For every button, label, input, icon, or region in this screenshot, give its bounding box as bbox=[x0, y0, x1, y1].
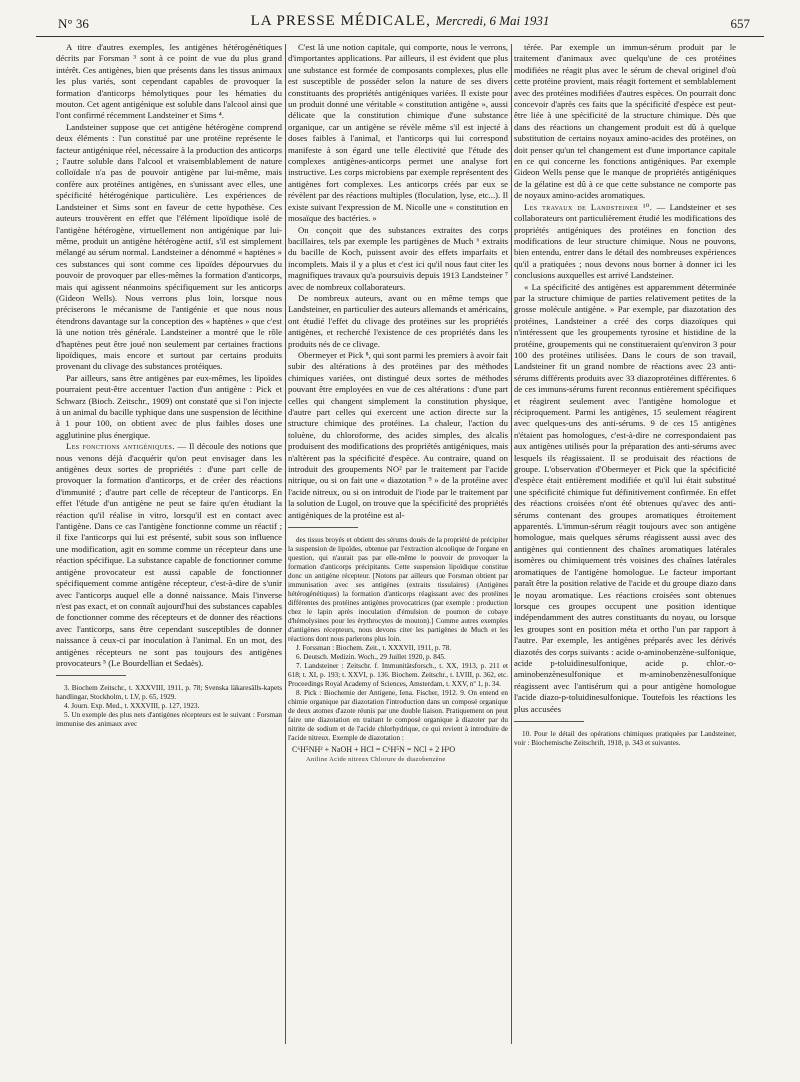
paragraph: Obermeyer et Pick ⁸, qui sont parmi les premiers à avoir fait subir des altérations à des protéines par des méthodes chimiques variées, ont distingué deux sortes de méthodes pouvant être employées en vue de ces altérations : d'une part celles qui changent simplement la constitution physique, d'autre part celles qui exercent une action directe sur la structure chimique des protéines. La chaleur, l'action du toluène, du chloroforme, des acides simples, des alcalis produisent des modifications des propriétés antigéniques, mais n'altèrent pas la spécificité d'espèce. Au contraire, quand on introduit des groupements NO² par le traitement par l'acide nitrique, ou si on fait une « diazotation ⁹ » de la protéine avec l'acide nitreux, ou si on introduit de l'iode par le traitement par la solution de Lugol, on trouve que la spécificité des propriétés antigéniques de la protéine est al- bbox=[288, 349, 508, 520]
section-paragraph: Les travaux de Landsteiner ¹⁰. — Landsteiner et ses collaborateurs ont particulièrement étudié les modifications des propriétés antigéniques des protéines en fonction des modifications de leur structure chimique. Nous ne pouvons, bien entendu, entrer dans le détail des nombreuses expériences qu'il a pratiquées ; nous devons nous borner à donner ici les conclusions auxquelles est arrivé Landsteiner. bbox=[514, 201, 737, 281]
paragraph: « La spécificité des antigènes est apparemment déterminée par la structure chimique de parties relativement petites de la grosse molécule antigène. » Par exemple, par diazotation des protéines, Landsteiner a créé des corps diazoïques qui n'intéressent que les groupements tyrosine et histidine de la protéine, groupements qui ne constitueraient qu'environ 3 pour 100 des protéines utilisées. Dans le cours de son travail, Landsteiner fit un grand nombre de réactions avec 23 anti-sérums différents produits avec 33 diazoprotéines différentes. 6 de ces immuns-sérums furent reconnus entièrement spécifiques et réagirent seulement avec l'antigène homologue et réciproquement. Parmi les antigènes, 15 seulement réagirent avec quelques-uns des anti-sérums. 9 de ces 15 antigènes n'étaient pas homologues, c'est-à-dire ne correspondaient pas aux antigènes utilisés pour la préparation des anti-sérums avec lesquels ils réagissaient. Il se produisait des réactions de groupe. L'observation d'Obermeyer et Pick que la spécificité d'espèce était entièrement modifiée et qu'il lui était substitué une spécificité chimique fut définitivement confirmée. En effet des réactions croisées n'ont été obtenues qu'avec des anti-sérums contenant des groupes aromatiques étroitement apparentés. L'immun-sérum réagit toujours avec son antigène homologue, mais quelques sérums réagissent aussi avec des antigènes qui contiennent des chaînes aromatiques latérales isomères ou chimiquement très voisines des chaînes latérales aromatiques de l'antigène homologue. Le facteur important paraît être la position relative de l'acide et du groupe diazo dans le noyau aromatique. Les réactions croisées sont obtenues lorsque ces groupes occupent une position identique indépendamment des autres constituants du noyau, ou lorsque les groupes sont en position méta et ortho l'un par rapport à l'autre. Par exemple, les antigènes préparés avec les dérivés diazotés des corps suivants : acide o-aminobenzène-sulfonique, acide p-toluidinesulfonique, acide p. chlor.-o-aminobenzènesulfonique et m-aminobenzènesulfonique réagissent avec l'antisérum qui a pour antigène homologue l'acide diazo-p-toluidinesulfonique. Toutefois les réactions les plus accusées bbox=[514, 281, 736, 714]
paragraph: A titre d'autres exemples, les antigènes hétérogénétiques décrits par Forsman ³ sont à ce point de vue du plus grand intérêt. Ces antigènes, bien que présents dans les tissus animaux les plus variés, sont cependant capables de provoquer la formation d'anticorps hémolytiques pour les hématies du mouton. Cet agent antigénique est soluble dans l'alcool ainsi que l'ont confirmé récemment Landsteiner et Sims ⁴. bbox=[56, 42, 282, 121]
column-left bbox=[56, 42, 282, 729]
footnote: 7. Landsteiner : Zeitschr. f. Immunitätsforsch., t. XX, 1913, p. 211 et 618; t. XI, p. 193; t. XXVI, p. 136. Biochem. Zeitschr., t. LVIII, p. 362, etc. Proceedings Royal Academy of Sciences, Amsterdam, t. XXV, nº 1, p. 34. bbox=[288, 662, 508, 689]
running-header bbox=[36, 10, 764, 37]
footnotes bbox=[288, 536, 508, 765]
footnote-rule bbox=[514, 721, 584, 722]
section-heading: Les fonctions antigéniques. bbox=[66, 441, 175, 452]
chemical-equation: C⁶H⁵NH² + NaOH + HCl = C⁶H⁵N = NCl + 2 H²O Aniline Acide nitreux Chlorure de diazobenzène bbox=[292, 745, 456, 764]
section-paragraph: Les fonctions antigéniques. — Il découle des notions que nous venons déjà d'acquérir qu'on peut envisager dans les antigènes deux sortes de propriétés : d'une part celle de provoquer la formation d'anticorps, et de créer des réactions d'immunité ; d'autre part celle de récepteur de l'anticorps. En effet l'étude d'un antigène ne peut se faire qu'en étudiant la réaction qu'il réalise in vitro, lorsqu'il est en contact avec l'antigène. Dans ce cas l'antigène fonctionne comme un réactif ; il fixe l'anticorps qui lui est présenté, subit sous son influence une modification, agit en somme comme un récepteur dans une réaction spécifique. La substance capable de fonctionner comme antigène provocateur est aussi capable de fonctionner spécifiquement comme antigène récepteur, c'est-à-dire de s'unir avec l'anticorps auquel elle a donné naissance. Mais l'inverse n'est pas exact, et on connaît aujourd'hui des substances capables de fonctionner comme des récepteurs et de donner des réactions avec l'anticorps, sans être cependant susceptibles de donner naissance à ceux-ci par inoculation à l'animal. En un mot, des antigènes récepteurs ne sont pas toujours des antigènes provocateurs ⁵ (Le Bourdellian et Sedaès). bbox=[56, 441, 282, 668]
footnotes bbox=[56, 684, 282, 729]
section-heading: Les travaux de Landsteiner ¹⁰. bbox=[524, 201, 653, 212]
column-rule bbox=[285, 44, 286, 1044]
page-number: 657 bbox=[730, 16, 750, 31]
paragraph: C'est là une notion capitale, qui comporte, nous le verrons, d'importantes applications. Par ailleurs, il est évident que plus une substance est formée de composants complexes, plus elle est susceptible de posséder selon la nature de ses divers constituants des propriétés antigéniques variées. Il existe pour un produit donné une véritable « constitution antigène », aussi délicate que la constitution chimique d'une substance organique, car un antigène se révèle même s'il est injecté à doses faibles à l'animal, et l'anticorps qui lui correspond manifeste à son égard une telle électivité que l'étude des complexes antigènes-anticorps permet une analyse fort instructive. Les corps microbiens par exemple représentent des antigènes fort complexes. Les anticorps créés par eux se révèlent par des réactions multiples (floculation, lyse, etc...). Il existe suivant l'expression de M. Nicolle une « constitution en mosaïque des bactéries. » bbox=[288, 42, 508, 224]
paragraph: De nombreux auteurs, avant ou en même temps que Landsteiner, en particulier des auteurs allemands et américains, ont étudié l'effet du clivage des protéines sur les propriétés antigènes, et recherché l'existence de ces propriétés dans les produits nés de ce clivage. bbox=[288, 292, 508, 349]
issue-number: N° 36 bbox=[58, 16, 89, 31]
footnotes bbox=[514, 730, 736, 748]
footnote: 4. Journ. Exp. Med., t. XXXVIII, p. 127, 1923. bbox=[64, 702, 200, 711]
column-middle bbox=[288, 42, 508, 765]
column-rule bbox=[511, 44, 512, 1044]
footnote: 10. Pour le détail des opérations chimiques pratiquées par Landsteiner, voir : Biochemische Zeitschrift, 1918, p. 343 et suivantes. bbox=[514, 729, 736, 747]
issue-date: Mercredi, 6 Mai 1931 bbox=[435, 13, 550, 28]
footnote-rule bbox=[56, 675, 126, 676]
column-right bbox=[514, 42, 736, 748]
paragraph: On conçoit que des substances extraites des corps bacillaires, tels par exemple les partigènes de Much ⁶ extraits du bacille de Koch, puissent avoir des effets imparfaits et incomplets. Mais il y a plus et c'est ici qu'il nous faut citer les magnifiques travaux qu'a poursuivis depuis 1913 Landsteiner ⁷ avec de nombreux collaborateurs. bbox=[288, 224, 508, 292]
footnote: 5. Un exemple des plus nets d'antigènes récepteurs est le suivant : Forsman immunise des animaux avec bbox=[56, 711, 282, 729]
footnote: 8. Pick : Biochemie der Antigene, Iena. Fischer, 1912. 9. On entend en chimie organique par diazotation l'introduction dans un composé organique de deux atomes d'azote réunis par une double liaison. Pratiquement on peut faire une diazotation en traitant le composé organique à diazoter par du nitrite de sodium et de l'acide chlorhydrique, ce qui revient à introduire de l'acide nitreux. Exemple de diazotation : bbox=[288, 689, 508, 743]
paragraph: térée. Par exemple un immun-sérum produit par le traitement d'animaux avec quelqu'une de ces protéines modifiées ne réagit plus avec le sérum de cheval originel d'où cette protéine provient, mais réagit fortement et semblablement avec des protéines modifiées d'autres espèces. On pourrait donc concevoir d'après ces faits que la spécificité d'espèce est peut-être liée à une spécificité de la structure chimique. Dès que dans des réactions un changement produit est dû à quelque substitution de certains noyaux amino-acides des protéines, on doit penser qu'un tel changement est d'une importance capitale en ce qui concerne les fonctions antigéniques. Par exemple Gideon Wells pense que le manque de propriétés antigéniques de la gélatine est dû à ce que cette substance ne comporte pas de noyaux amino-acides aromatiques. bbox=[514, 42, 736, 201]
footnote: 3. Biochem Zeitschr., t. XXXVIII, 1911, p. 78; Svenska läkaresälls-kapets handlingar, Stockholm, t. LV, p. 65, 1929. bbox=[56, 684, 282, 702]
journal-title: LA PRESSE MÉDICALE, Mercredi, 6 Mai 1931 bbox=[250, 13, 550, 29]
footnote: des tissus broyés et obtient des sérums doués de la propriété de précipiter la suspension de lipoïdes, obtenue par l'extraction alcoolique de l'organe en question, qui n'aurait pas par elle-même le pouvoir de provoquer la formation d'anticorps précipitants. Cette suspension lipoïdique constitue donc un antigène récepteur. [Notons par ailleurs que Forsman obtient par immunisation avec ses antigènes (extraits tissulaires) (Antigènes hétérogénétiques) la formation d'anticorps réagissant avec des protéines différentes des protéines antigènes provocatrices (par exemple : production chez le lapin après inoculation d'émulsion de poumon de cobaye d'hémolysines pour les érythrocytes de mouton).] Comme autres exemples d'antigènes récepteurs, nous devons citer les partigènes de Much et les réactions dont nous parlerons plus loin. bbox=[288, 536, 508, 644]
paragraph: Par ailleurs, sans être antigènes par eux-mêmes, les lipoïdes pourraient peut-être accentuer l'action d'un antigène : Pick et Schwarz (Bioch. Zeitschr., 1909) ont constaté que si l'on injecte à un animal du bacille typhique dans une suspension de lécithine à 1 pour 100, on obtient avec de plus faibles doses une agglutinine plus énergique. bbox=[56, 372, 282, 440]
paragraph: Landsteiner suppose que cet antigène hétérogène comprend deux éléments : l'un constitué par une protéine représente le facteur antigénique réel, nécessaire à la production des anticorps ; l'autre soluble dans l'alcool et vraisemblablement de nature colloïdale n'a pas de pouvoir antigène par lui-même, mais confère aux protéines antigènes, en s'unissant avec elles, une spécificité hétérogénique particulière. Les expériences de Landsteiner et Sims sont en faveur de cette hypothèse. Ces auteurs trouvèrent en effet que l'élément lipoïdique isolé de l'antigène hétérogène, virtuellement non antigénique par lui-même, produit un antigène hétérogène actif, s'il est simplement mélangé au sérum normal. Landsteiner a dénommé « haptènes » ces substances qui sont comme ces lipoïdes dépourvues du pouvoir de provoquer par elles-mêmes la formation d'anticorps, mais qui agissent néanmoins spécifiquement sur les anticorps (Gideon Wells). Nous verrons plus loin, lorsque nous préciserons le mécanisme de l'antigénie et que nous nous étendrons davantage sur la conception des « haptènes » que c'est là une notion très générale. Landsteiner a montré que le rôle d'haptènes peut être joué non seulement par certaines fractions lipoïdiques, mais encore et surtout par certains produits provenant du clivage des substances protéiques. bbox=[56, 121, 282, 372]
footnote: 6. Deutsch. Medizin. Woch., 29 Juillet 1920, p. 845. bbox=[296, 653, 446, 662]
footnote: J. Forssman : Biochem. Zeit., t. XXXVII, 1911, p. 78. bbox=[296, 644, 452, 653]
footnote-rule bbox=[288, 527, 358, 528]
